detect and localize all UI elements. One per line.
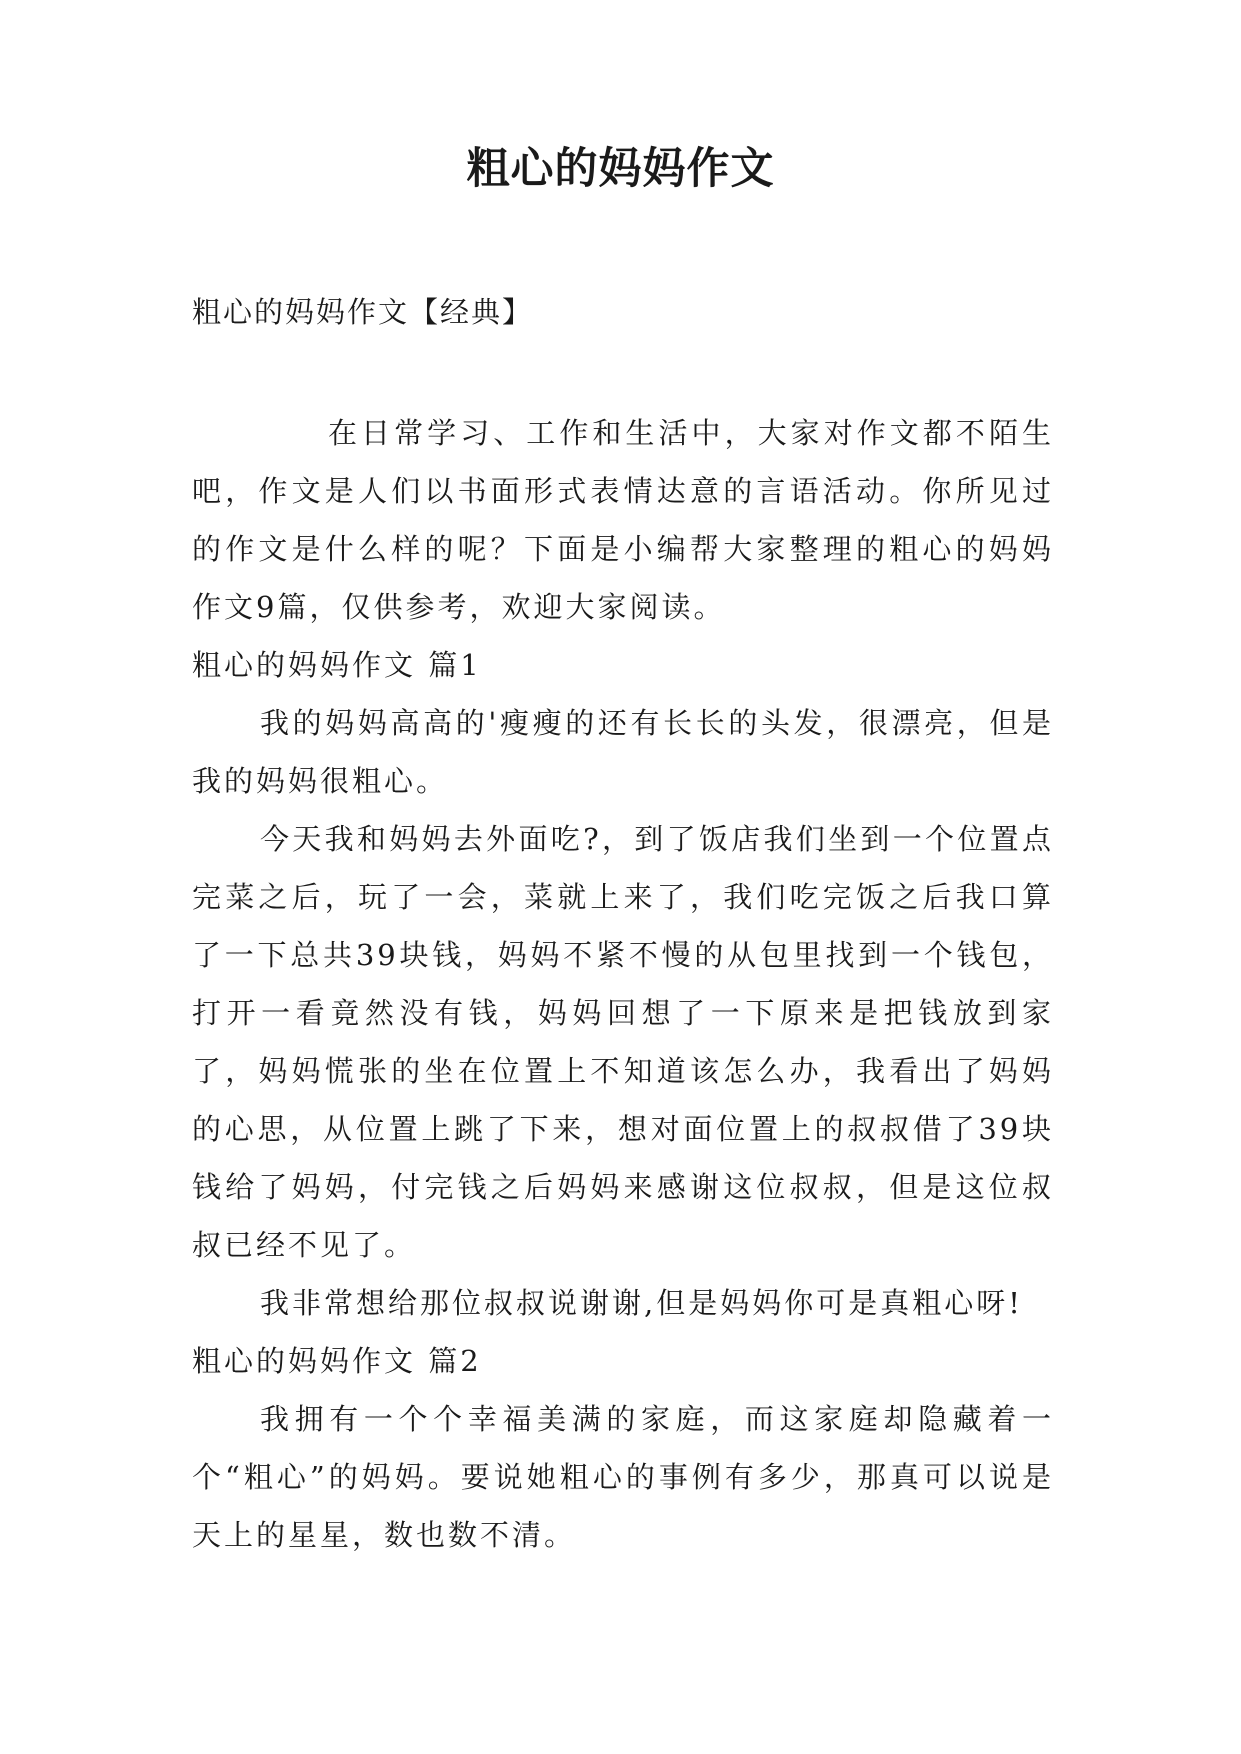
section-1-paragraph-2: 今天我和妈妈去外面吃?，到了饭店我们坐到一个位置点完菜之后，玩了一会，菜就上来了，我们吃完饭之后我口算了一下总共39块钱，妈妈不紧不慢的从包里找到一个钱包，打开一看竟然没有钱，妈妈回想了一下原来是把钱放到家了，妈妈慌张的坐在位置上不知道该怎么办，我看出了妈妈的心思，从位置上跳了下来，想对面位置上的叔叔借了39块钱给了妈妈，付完钱之后妈妈来感谢这位叔叔，但是这位叔叔已经不见了。 (192, 822, 1054, 1262)
page-title: 粗心的妈妈作文 (466, 144, 775, 194)
section-heading-2: 粗心的妈妈作文 篇2 (192, 1344, 482, 1378)
section-heading-1: 粗心的妈妈作文 篇1 (192, 648, 482, 682)
section-2-paragraph-1: 我拥有一个个幸福美满的家庭，而这家庭却隐藏着一个“粗心”的妈妈。要说她粗心的事例有多少，那真可以说是天上的星星，数也数不清。 (192, 1402, 1054, 1552)
document-subtitle: 粗心的妈妈作文【经典】 (192, 295, 534, 329)
section-1-paragraph-1: 我的妈妈高高的'瘦瘦的还有长长的头发，很漂亮，但是我的妈妈很粗心。 (192, 706, 1054, 798)
intro-paragraph: 在日常学习、工作和生活中，大家对作文都不陌生吧，作文是人们以书面形式表情达意的言语活动。你所见过的作文是什么样的呢？下面是小编帮大家整理的粗心的妈妈作文9篇，仅供参考，欢迎大家阅读。 (192, 416, 1054, 624)
section-1-paragraph-3: 我非常想给那位叔叔说谢谢,但是妈妈你可是真粗心呀! (260, 1286, 1023, 1320)
document-body (192, 404, 1054, 1564)
